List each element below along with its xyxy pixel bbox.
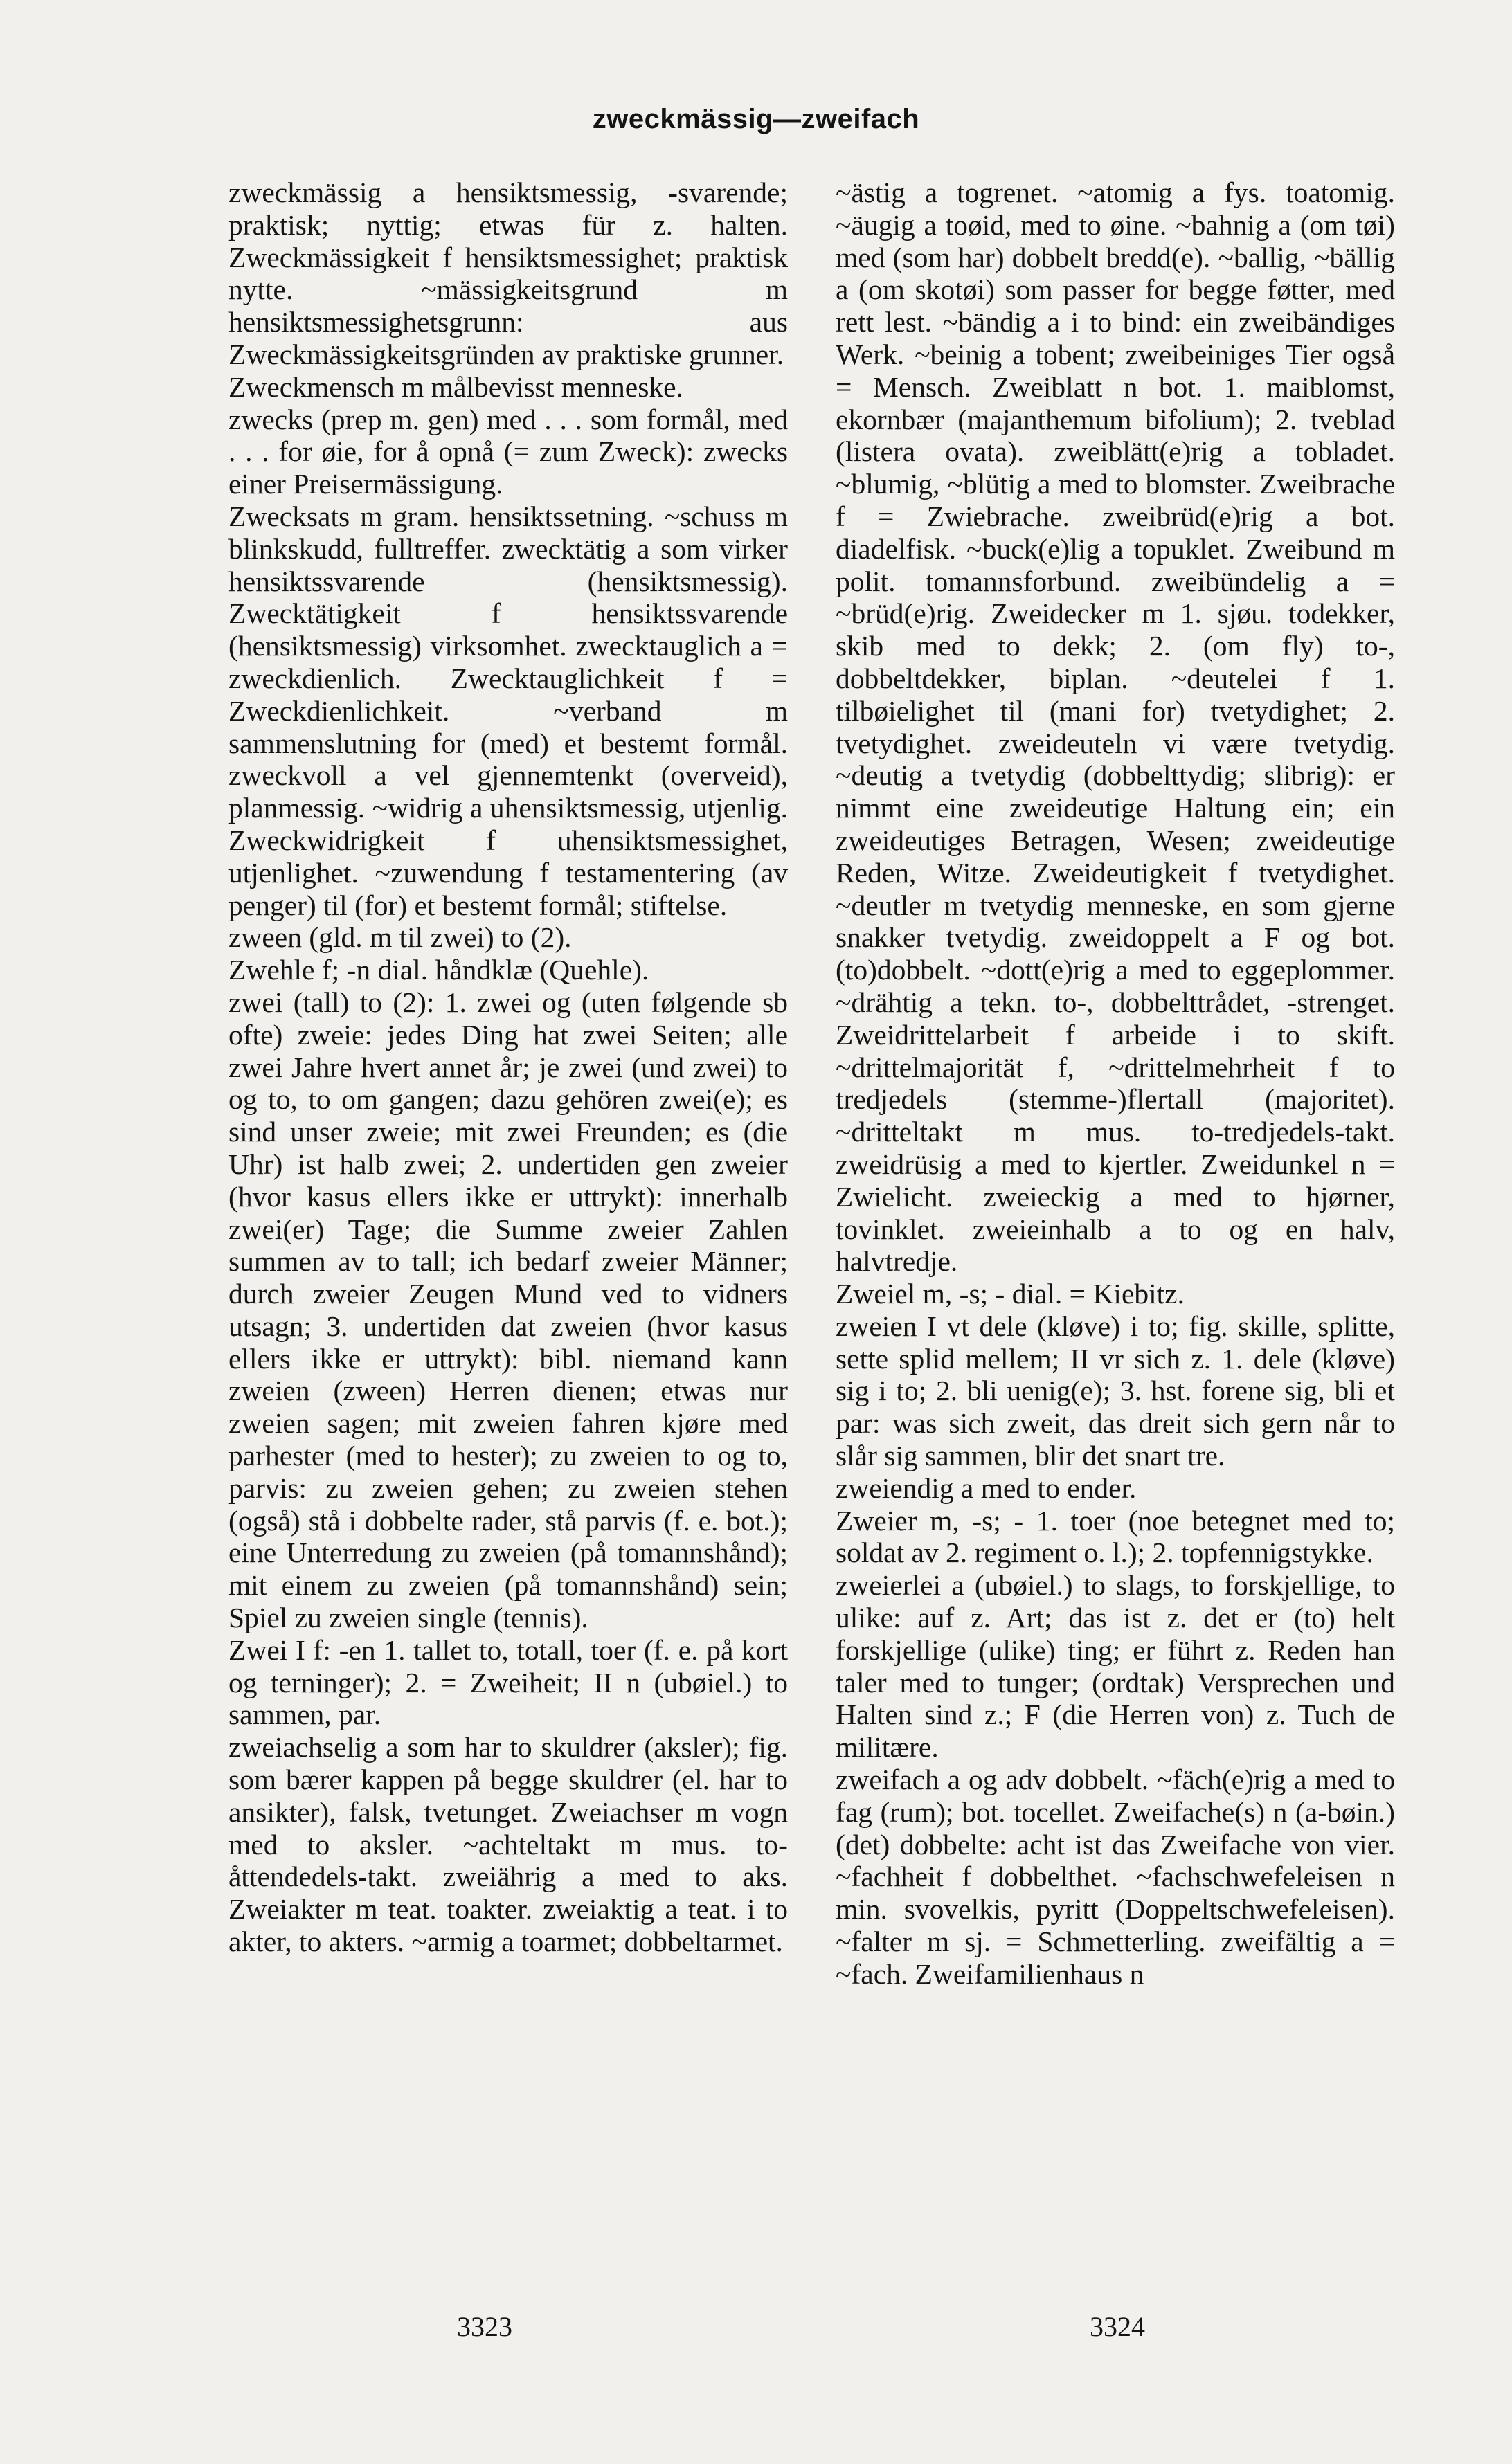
entry-zwei-noun: Zwei I f: -en 1. tallet to, totall, toer (f. e. på kort og terninger); 2. = Zweiheit; II n (ubøiel.) to sammen, par. <box>228 1633 788 1731</box>
entry-zwei: zwei (tall) to (2): 1. zwei og (uten følgende sb ofte) zweie: jedes Ding hat zwei Seiten; alle zwei Jahre hvert annet år; je zwei (und zwei) to og to, to om gangen; dazu gehören zwei(e); es sind unser zweie; mit zwei Freunden; es (die Uhr) ist halb zwei; 2. undertiden gen zweier (hvor kasus ellers ikke er uttrykt): innerhalb zwei(er) Tage; die Summe zweier Zahlen summen av to tall; ich bedarf zweier Männer; durch zweier Zeugen Mund ved to vidners utsagn; 3. undertiden dat zweien (hvor kasus ellers ikke er uttrykt): bibl. niemand kann zweien (zween) Herren dienen; etwas nur zweien sagen; mit zweien fahren kjøre med parhester (med to hester); zu zweien to og to, parvis: zu zweien gehen; zu zweien stehen (også) stå i dobbelte rader, stå parvis (f. e. bot.); eine Unterredung zu zweien (på tomannshånd); mit einem zu zweien (på tomannshånd) sein; Spiel zu zweien single (tennis). <box>228 986 788 1634</box>
left-column <box>228 176 788 1958</box>
entry-zweiel: Zweiel m, -s; - dial. = Kiebitz. <box>836 1278 1185 1310</box>
entry-zween: zween (gld. m til zwei) to (2). <box>228 921 572 954</box>
page-number-right: 3324 <box>1090 2311 1145 2342</box>
entry-zweckmassig: zweckmässig a hensiktsmessig, -svarende; praktisk; nyttig; etwas für z. halten. Zweckmässigkeit f hensiktsmessighet; praktisk nytte. ~mässigkeitsgrund m hensiktsmessighetsgrunn: aus Zweckmässigkeitsgründen av praktiske grunner. <box>228 176 788 370</box>
entry-zweiastig: ~ästig a togrenet. ~atomig a fys. toatomig. ~äugig a toøid, med to øine. ~bahnig a (om tøi) med (som har) dobbelt bredd(e). ~ballig, ~bällig a (om skotøi) som passer for begge føtter, med rett lest. ~bändig a i to bind: ein zweibändiges Werk. ~beinig a tobent; zweibeiniges Tier også = Mensch. Zweiblatt n bot. 1. maiblomst, ekornbær (majanthemum bifolium); 2. tveblad (listera ovata). zweiblätt(e)rig a tobladet. ~blumig, ~blütig a med to blomster. Zweibrache f = Zwiebrache. zweibrüd(e)rig a bot. diadelfisk. ~buck(e)lig a topuklet. Zweibund m polit. tomannsforbund. zweibündelig a = ~brüd(e)rig. Zweidecker m 1. sjøu. todekker, skib med to dekk; 2. (om fly) to-, dobbeltdekker, biplan. ~deutelei f 1. tilbøielighet til (mani for) tvetydighet; 2. tvetydighet. zweideuteln vi være tvetydig. ~deutig a tvetydig (dobbelttydig; slibrig): er nimmt eine zweideutige Haltung ein; ein zweideutiges Betragen, Wesen; zweideutige Reden, Witze. Zweideutigkeit f tvetydighet. ~deutler m tvetydig menneske, en som gjerne snakker tvetydig. zweidoppelt a F og bot. (to)dobbelt. ~dott(e)rig a med to eggeplommer. ~drähtig a tekn. to-, dobbelttrådet, -strenget. Zweidrittelarbeit f arbeide i to skift. ~drittelmajorität f, ~drittelmehrheit f to tredjedels (stemme-)flertall (majoritet). ~dritteltakt m mus. to-tredjedels-takt. zweidrüsig a med to kjertler. Zweidunkel n = Zwielicht. zweieckig a med to hjørner, tovinklet. zweieinhalb a to og en halv, halvtredje. <box>836 176 1395 1278</box>
entry-zweifach: zweifach a og adv dobbelt. ~fäch(e)rig a med to fag (rum); bot. tocellet. Zweifache(s) n (a-bøin.) (det) dobbelte: acht ist das Zweifache von vier. ~fachheit f dobbelthet. ~fachschwefeleisen n min. svovelkis, pyritt (Doppeltschwefeleisen). ~falter m sj. = Schmetterling. zweifältig a = ~fach. Zweifamilienhaus n <box>836 1764 1395 1990</box>
entry-zweierlei: zweierlei a (ubøiel.) to slags, to forskjellige, to ulike: auf z. Art; das ist z. det er (to) helt forskjellige (ulike) ting; er führt z. Reden han taler med to tunger; (ordtak) Versprechen und Halten sind z.; F (die Herren von) z. Tuch de militære. <box>836 1569 1395 1764</box>
right-column <box>836 176 1395 1991</box>
entry-zwehle: Zwehle f; -n dial. håndklæ (Quehle). <box>228 954 649 986</box>
page-number-left: 3323 <box>457 2311 512 2342</box>
entry-zwecksats: Zwecksats m gram. hensiktssetning. ~schuss m blinkskudd, fulltreffer. zwecktätig a som virker hensiktssvarende (hensiktsmessig). Zwecktätigkeit f hensiktssvarende (hensiktsmessig) virksomhet. zwecktauglich a = zweckdienlich. Zwecktauglichkeit f = Zweckdienlichkeit. ~verband m sammenslutning for (med) et bestemt formål. zweckvoll a vel gjennemtenkt (overveid), planmessig. ~widrig a uhensiktsmessig, utjenlig. Zweckwidrigkeit f uhensiktsmessighet, utjenlighet. ~zuwendung f testamentering (av penger) til (for) et bestemt formål; stiftelse. <box>228 500 788 921</box>
entry-zweier: Zweier m, -s; - 1. toer (noe betegnet med to; soldat av 2. regiment o. l.); 2. topfennigstykke. <box>836 1504 1395 1569</box>
running-header: zweckmässig—zweifach <box>592 104 920 134</box>
entry-zweiendig: zweiendig a med to ender. <box>836 1471 1137 1504</box>
entry-zweckmensch: Zweckmensch m målbevisst menneske. <box>228 370 683 403</box>
entry-zwecks: zwecks (prep m. gen) med . . . som formål, med . . . for øie, for å opnå (= zum Zweck): zwecks einer Preisermässigung. <box>228 403 788 500</box>
entry-zweiachselig: zweiachselig a som har to skuldrer (aksler); fig. som bærer kappen på begge skuldrer (el. har to ansikter), falsk, tvetunget. Zweiachser m vogn med to aksler. ~achteltakt m mus. to-åttendedels-takt. zweiährig a med to aks. Zweiakter m teat. toakter. zweiaktig a teat. i to akter, to akters. ~armig a toarmet; dobbeltarmet. <box>228 1731 788 1958</box>
entry-zweien: zweien I vt dele (kløve) i to; fig. skille, splitte, sette splid mellem; II vr sich z. 1. dele (kløve) sig i to; 2. bli uenig(e); 3. hst. forene sig, bli et par: was sich zweit, das dreit sich gern når to slår sig sammen, blir det snart tre. <box>836 1310 1395 1472</box>
